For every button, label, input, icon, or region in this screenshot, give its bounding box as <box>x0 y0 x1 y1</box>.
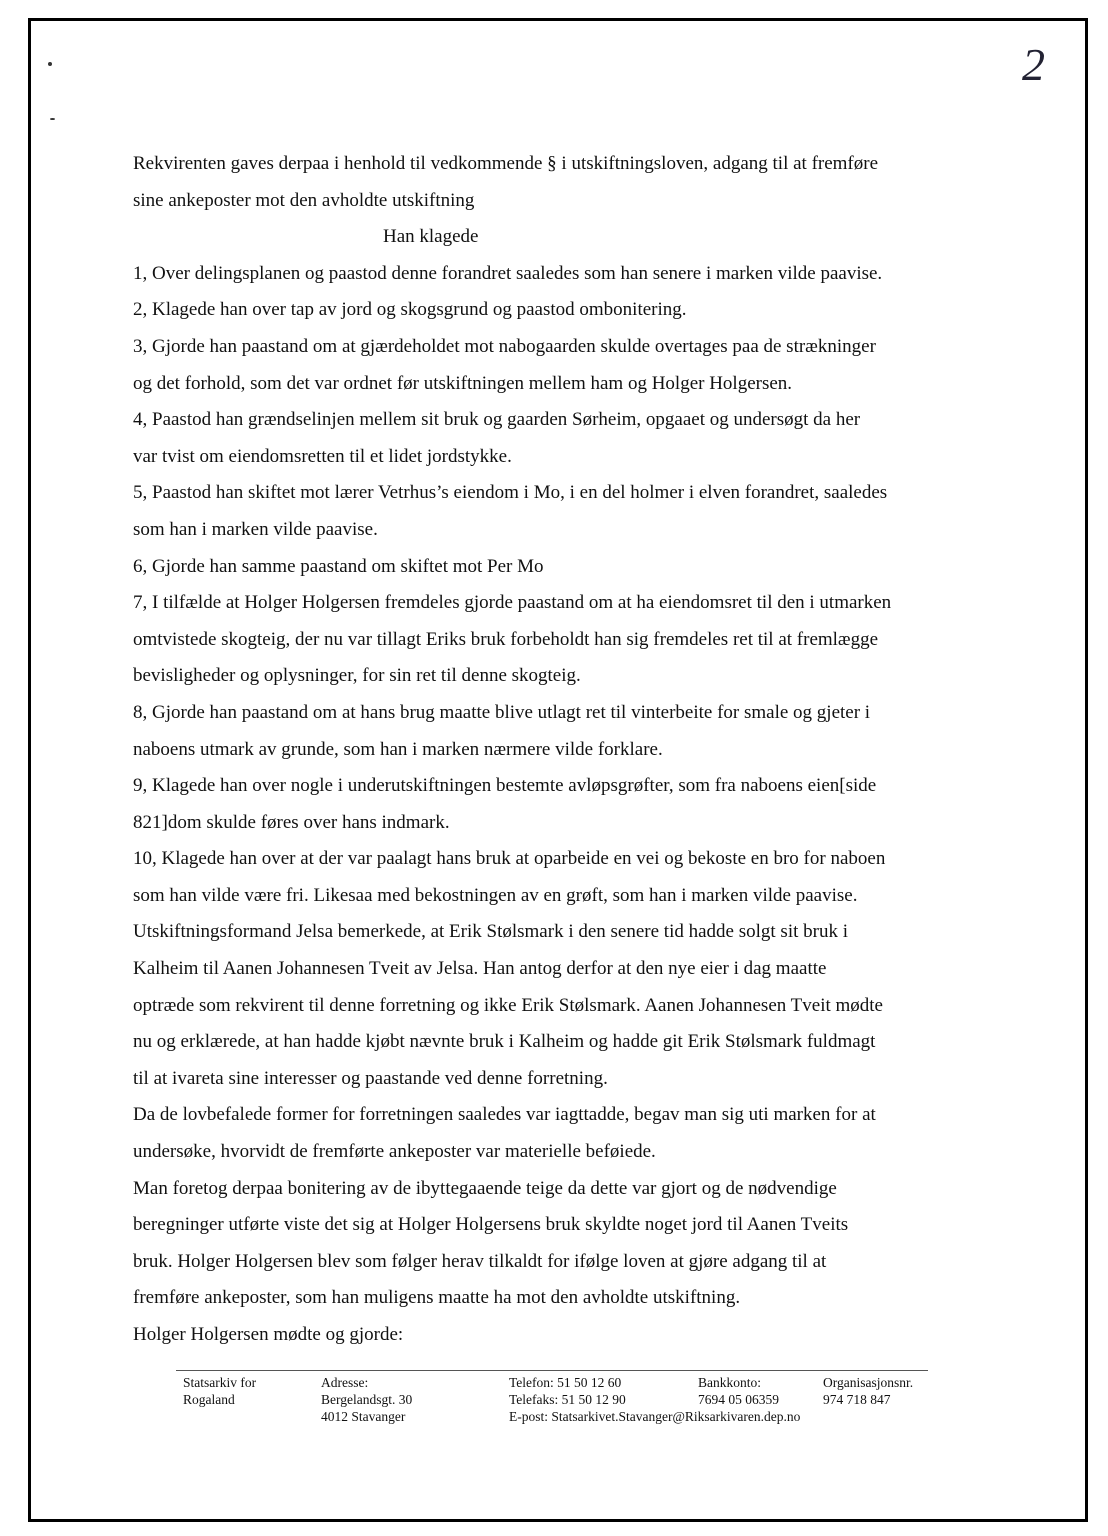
footer-rule <box>176 1370 928 1371</box>
text-line: 4, Paastod han grændselinjen mellem sit bruk og gaarden Sørheim, opgaaet og undersøgt da her <box>133 409 861 431</box>
text-line: 821]dom skulde føres over hans indmark. <box>133 811 450 833</box>
footer-text: Organisasjonsnr. <box>823 1375 914 1390</box>
footer-text: Telefon: 51 50 12 60 <box>509 1375 622 1390</box>
text-line: undersøke, hvorvidt de fremførte ankeposter var materielle beføiede. <box>133 1141 656 1163</box>
text-line: optræde som rekvirent til denne forretning og ikke Erik Stølsmark. Aanen Johannesen Tveit mødte <box>133 994 883 1016</box>
text-line: 1, Over delingsplanen og paastod denne forandret saaledes som han senere i marken vilde paavise. <box>133 262 883 284</box>
text-line: Man foretog derpaa bonitering av de ibyttegaaende teige da dette var gjort og de nødvendige <box>133 1177 837 1199</box>
footer-text: Adresse: <box>321 1375 369 1390</box>
text-line: 8, Gjorde han paastand om at hans brug maatte blive utlagt ret til vinterbeite for smale og gjeter i <box>133 701 871 723</box>
text-line: beregninger utførte viste det sig at Holger Holgersens bruk skyldte noget jord til Aanen Tveits <box>133 1214 849 1236</box>
text-line: omtvistede skogteig, der nu var tillagt Eriks bruk forbeholdt han sig fremdeles ret til at fremlægge <box>133 628 879 650</box>
footer-bank <box>698 1374 779 1408</box>
section-heading: Han klagede <box>383 226 479 248</box>
text-line: som han i marken vilde paavise. <box>133 518 378 540</box>
text-line: og det forhold, som det var ordnet før utskiftningen mellem ham og Holger Holgersen. <box>133 372 793 394</box>
text-line: Kalheim til Aanen Johannesen Tveit av Jelsa. Han antog derfor at den nye eier i dag maatte <box>133 958 827 980</box>
text-line: Holger Holgersen mødte og gjorde: <box>133 1324 404 1345</box>
footer-text: Telefaks: 51 50 12 90 <box>509 1392 626 1407</box>
footer-text: 7694 05 06359 <box>698 1392 779 1407</box>
text-line: 7, I tilfælde at Holger Holgersen fremdeles gjorde paastand om at ha eiendomsret til den i utmarken <box>133 592 892 614</box>
text-line: 3, Gjorde han paastand om at gjærdeholdet mot nabogaarden skulde overtages paa de strækninger <box>133 335 876 357</box>
text-line: 2, Klagede han over tap av jord og skogsgrund og paastod ombonitering. <box>133 299 687 321</box>
text-line: 5, Paastod han skiftet mot lærer Vetrhus’s eiendom i Mo, i en del holmer i elven forandret, saaledes <box>133 482 888 504</box>
footer-text: Bankkonto: <box>698 1375 761 1390</box>
footer-text: Rogaland <box>183 1392 235 1407</box>
footer-orgnr <box>823 1374 913 1408</box>
text-line: Utskiftningsformand Jelsa bemerkede, at Erik Stølsmark i den senere tid hadde solgt sit bruk i <box>133 921 848 943</box>
text-line: nu og erklærede, at han hadde kjøbt nævnte bruk i Kalheim og hadde git Erik Stølsmark fuldmagt <box>133 1031 876 1053</box>
text-line: bevisligheder og oplysninger, for sin ret til denne skogteig. <box>133 665 581 687</box>
handwritten-page-number: 2 <box>1022 39 1045 90</box>
text-line: 10, Klagede han over at der var paalagt hans bruk at oparbeide en vei og bekoste en bro for naboen <box>133 848 886 870</box>
footer-address <box>321 1374 412 1425</box>
document-body <box>133 146 993 1354</box>
text-line: til at ivareta sine interesser og paastande ved denne forretning. <box>133 1067 608 1089</box>
text-line: sine ankeposter mot den avholdte utskiftning <box>133 189 475 211</box>
footer-text: 4012 Stavanger <box>321 1409 406 1424</box>
text-line: fremføre ankeposter, som han muligens maatte ha mot den avholdte utskiftning. <box>133 1287 741 1309</box>
text-line: 9, Klagede han over nogle i underutskiftningen bestemte avløpsgrøfter, som fra naboens eien[side <box>133 775 877 797</box>
footer-text: 974 718 847 <box>823 1392 891 1407</box>
text-line: 6, Gjorde han samme paastand om skiftet mot Per Mo <box>133 555 544 577</box>
footer-org <box>183 1374 256 1408</box>
text-line: Rekvirenten gaves derpaa i henhold til vedkommende § i utskiftningsloven, adgang til at fremføre <box>133 153 879 174</box>
text-line: naboens utmark av grunde, som han i marken nærmere vilde forklare. <box>133 738 663 760</box>
scan-speck <box>48 62 52 66</box>
footer-text: Bergelandsgt. 30 <box>321 1392 413 1407</box>
footer-text: Statsarkiv for <box>183 1375 257 1390</box>
text-line: var tvist om eiendomsretten til et lidet jordstykke. <box>133 445 512 467</box>
text-line: bruk. Holger Holgersen blev som følger herav tilkaldt for ifølge loven at gjøre adgang til at <box>133 1250 827 1272</box>
scan-speck <box>50 118 55 120</box>
text-line: Da de lovbefalede former for forretningen saaledes var iagttadde, begav man sig uti marken for at <box>133 1104 876 1126</box>
footer-email: E-post: Statsarkivet.Stavanger@Riksarkivaren.dep.no <box>509 1409 801 1424</box>
text-line: som han vilde være fri. Likesaa med bekostningen av en grøft, som han i marken vilde paavise. <box>133 884 858 906</box>
